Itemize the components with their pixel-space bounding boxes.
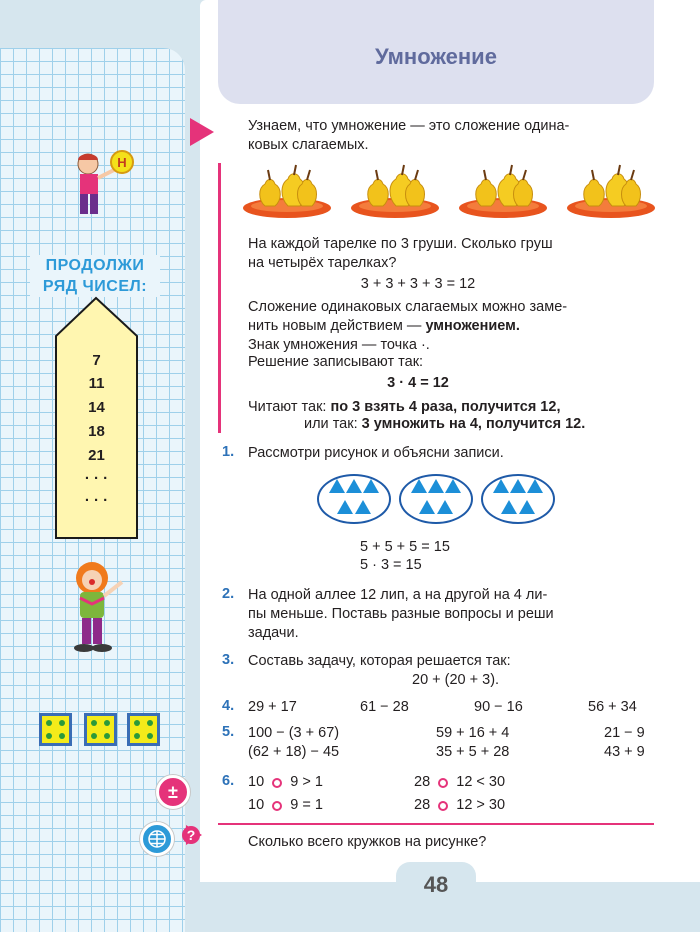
task-6-number: 6.: [222, 773, 235, 789]
badge-letter: Н: [117, 155, 127, 170]
series-ellipsis: · · ·: [84, 470, 109, 487]
read-line-2: или так: 3 умножить на 4, получится 12.: [304, 416, 586, 432]
task-5-item: 100 − (3 + 67): [248, 725, 340, 741]
addition-equation: 3 + 3 + 3 + 3 = 12: [360, 276, 476, 292]
task-1-number: 1.: [222, 444, 235, 460]
task-3-expression: 20 + (20 + 3).: [412, 672, 500, 688]
grid-icon: [140, 822, 174, 856]
series-ellipsis: · · ·: [84, 492, 109, 509]
pears-illustration: [240, 160, 660, 225]
task-2-line-3: задачи.: [248, 625, 299, 641]
dice-four-icon: [39, 713, 72, 746]
task-5-item: (62 + 18) − 45: [248, 744, 340, 760]
task-1-equation-2: 5 · 3 = 15: [360, 557, 422, 573]
rule-line-2: нить новым действием — умножением.: [248, 318, 520, 334]
series-number: 18: [88, 423, 105, 440]
story-question-line-1: На каждой тарелке по 3 груши. Сколько груш: [248, 236, 553, 252]
task-3-line-1: Составь задачу, которая решается так:: [248, 653, 511, 669]
task-5-item: 21 − 9: [604, 725, 645, 741]
task-4-number: 4.: [222, 698, 235, 714]
story-question-line-2: на четырёх тарелках?: [248, 255, 397, 271]
blank-circle-icon[interactable]: [272, 801, 282, 811]
blank-circle-icon[interactable]: [272, 778, 282, 788]
dice-four-icon: [127, 713, 160, 746]
page-title: Умножение: [375, 44, 497, 69]
intro-line-1: Узнаем, что умножение — это сложение одина-: [248, 118, 570, 134]
question-divider: [218, 823, 654, 825]
product-equation: 3 · 4 = 12: [387, 375, 449, 391]
task-6-row-2a: 10 9 = 1: [248, 797, 323, 813]
blank-circle-icon[interactable]: [438, 801, 448, 811]
series-number: 21: [88, 447, 105, 464]
task-2-line-1: На одной аллее 12 лип, а на другой на 4 ли-: [248, 587, 548, 603]
series-number: 14: [88, 399, 105, 416]
read-line-1: Читают так: по 3 взять 4 раза, получится 12,: [248, 399, 561, 415]
blank-circle-icon[interactable]: [438, 778, 448, 788]
task-2-line-2: пы меньше. Поставь разные вопросы и реши: [248, 606, 554, 622]
series-number: 11: [88, 375, 105, 392]
task-4-item: 56 + 34: [588, 699, 637, 715]
bottom-question: Сколько всего кружков на рисунке?: [248, 834, 487, 850]
task-6-row-2b: 28 12 > 30: [414, 797, 506, 813]
boy-character-icon: [62, 148, 142, 220]
intro-line-2: ковых слагаемых.: [248, 137, 369, 153]
task-5-item: 59 + 16 + 4: [436, 725, 510, 741]
clown-character-icon: [62, 558, 142, 658]
task-6-row-1a: 10 9 > 1: [248, 774, 323, 790]
plus-minus-icon: ±: [156, 775, 190, 809]
task-5-number: 5.: [222, 724, 235, 740]
write-text: Решение записывают так:: [248, 354, 424, 370]
triangles-icon: [317, 474, 557, 524]
multiply-sign-text: Знак умножения — точка ·.: [248, 337, 430, 353]
task-4-item: 29 + 17: [248, 699, 297, 715]
question-icon: ?: [182, 826, 200, 844]
section-bar: [218, 163, 221, 433]
continue-series-label: ПРОДОЛЖИ РЯД ЧИСЕЛ:: [30, 255, 160, 297]
task-3-number: 3.: [222, 652, 235, 668]
rule-line-1: Сложение одинаковых слагаемых можно заме-: [248, 299, 568, 315]
dice-four-icon: [84, 713, 117, 746]
section-marker-icon: [190, 118, 214, 146]
task-1-text: Рассмотри рисунок и объясни записи.: [248, 445, 504, 461]
task-6-row-1b: 28 12 < 30: [414, 774, 506, 790]
task-5-item: 35 + 5 + 28: [436, 744, 510, 760]
task-5-item: 43 + 9: [604, 744, 645, 760]
task-4-item: 90 − 16: [474, 699, 523, 715]
series-number: 7: [92, 352, 101, 369]
task-1-equation-1: 5 + 5 + 5 = 15: [360, 539, 450, 555]
task-4-item: 61 − 28: [360, 699, 409, 715]
page-number: 48: [423, 872, 449, 897]
task-2-number: 2.: [222, 586, 235, 602]
